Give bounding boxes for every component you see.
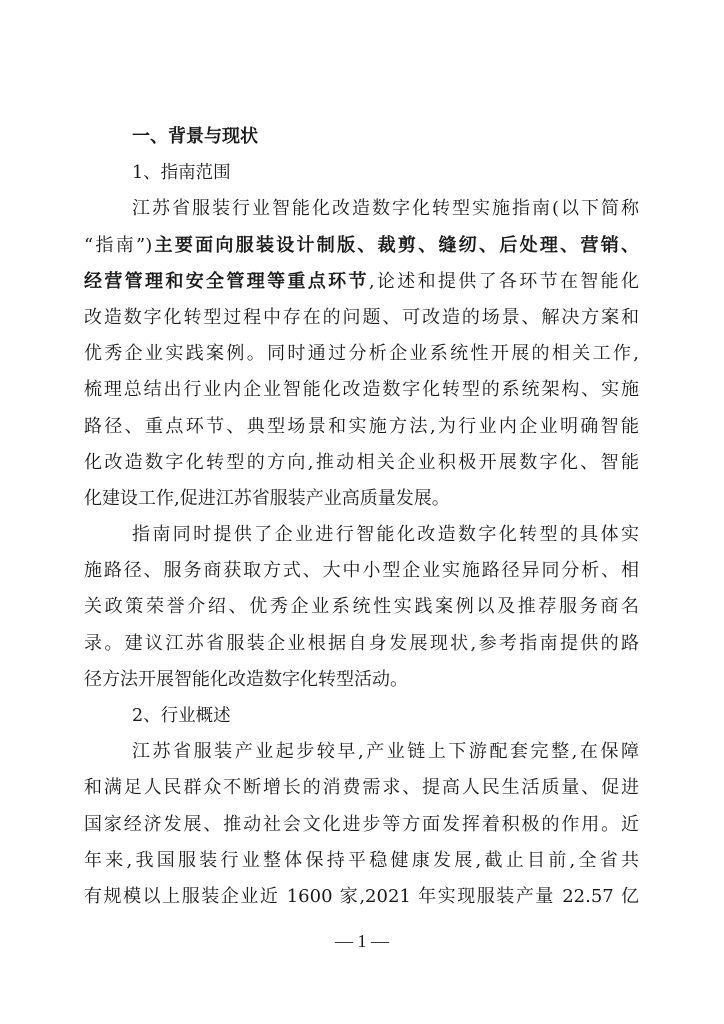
page-body — [84, 119, 639, 915]
paragraph-line: 施路径、服务商获取方式、大中小型企业实施路径异同分析、相 — [84, 560, 639, 582]
paragraph-line: 和满足人民群众不断增长的消费需求、提高人民生活质量、促进 — [84, 777, 639, 799]
paragraph-line: 录。建议江苏省服装企业根据自身发展现状,参考指南提供的路 — [84, 632, 639, 654]
paragraph-line: 国家经济发展、推动社会文化进步等方面发挥着积极的作用。近 — [84, 813, 639, 835]
paragraph-line: 化改造数字化转型的方向,推动相关企业积极开展数字化、智能 — [84, 451, 639, 473]
section-heading: 一、背景与现状 — [132, 126, 258, 147]
paragraph-line: 江苏省服装产业起步较早,产业链上下游配套完整,在保障 — [132, 741, 639, 763]
page-number: — 1 — — [335, 931, 389, 951]
paragraph-line: 化建设工作,促进江苏省服装产业高质量发展。 — [84, 487, 450, 509]
paragraph-line: 有规模以上服装企业近 1600 家,2021 年实现服装产量 22.57 亿 — [84, 885, 639, 907]
bold-emphasis: 经营管理和安全管理等重点环节 — [84, 270, 369, 292]
paragraph-line: 径方法开展智能化改造数字化转型活动。 — [84, 668, 408, 690]
paragraph-line — [84, 228, 639, 264]
subsection-heading-overview: 2、行业概述 — [132, 706, 231, 726]
bold-emphasis: 主要面向服装设计制版、裁剪、缝纫、后处理、营销、 — [152, 234, 639, 256]
paragraph-line: 路径、重点环节、典型场景和实施方法,为行业内企业明确智能 — [84, 415, 639, 437]
paragraph-guide-content — [84, 517, 639, 698]
paragraph-line: 关政策荣誉介绍、优秀企业系统性实践案例以及推荐服务商名 — [84, 596, 639, 618]
paragraph-line: 江苏省服装行业智能化改造数字化转型实施指南(以下简称 — [132, 198, 639, 220]
paragraph-line — [84, 264, 639, 300]
paragraph-line: 优秀企业实践案例。同时通过分析企业系统性开展的相关工作, — [84, 343, 639, 365]
paragraph-industry-overview — [84, 734, 639, 915]
paragraph-line: 年来,我国服装行业整体保持平稳健康发展,截止目前,全省共 — [84, 849, 639, 871]
paragraph-line: 改造数字化转型过程中存在的问题、可改造的场景、解决方案和 — [84, 306, 639, 328]
subsection-heading-scope: 1、指南范围 — [132, 163, 231, 184]
quoted-term: “指南”) — [84, 234, 153, 256]
paragraph-line: 梳理总结出行业内企业智能化改造数字化转型的系统架构、实施 — [84, 379, 639, 401]
paragraph-text: ,论述和提供了各环节在智能化 — [368, 270, 639, 292]
paragraph-line: 指南同时提供了企业进行智能化改造数字化转型的具体实 — [132, 524, 639, 546]
paragraph-scope — [84, 191, 639, 517]
